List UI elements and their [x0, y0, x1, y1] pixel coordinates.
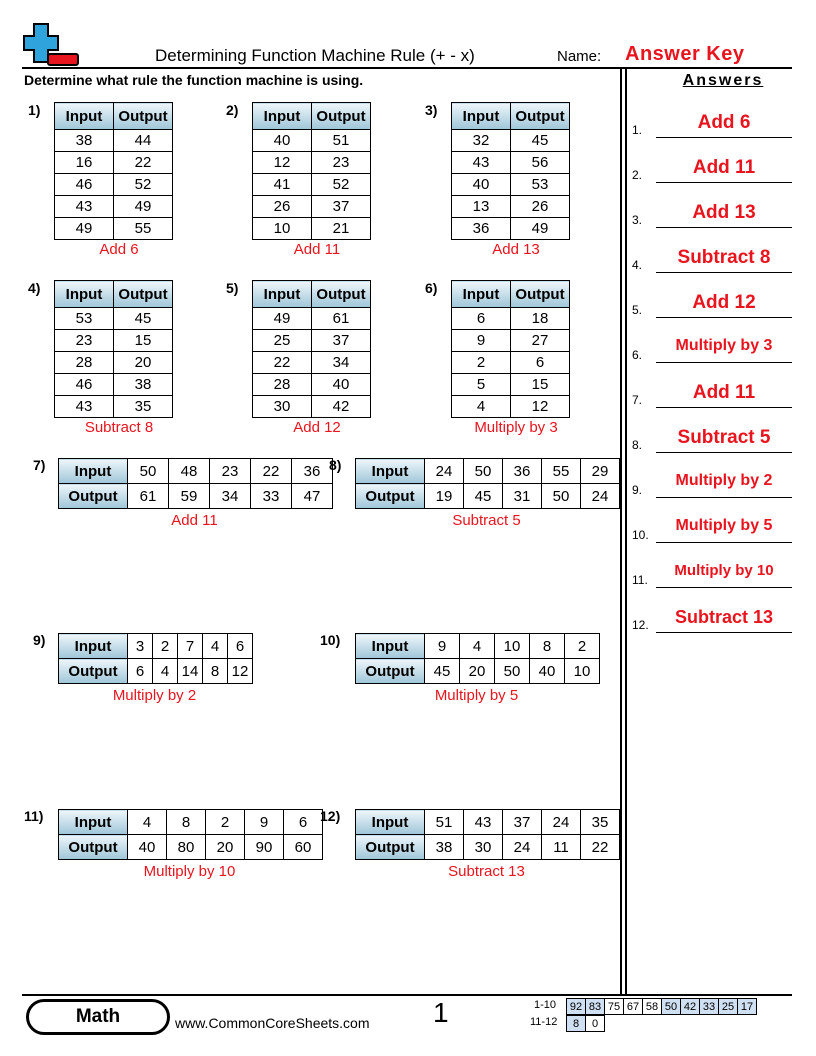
answer-value: Add 11 — [692, 157, 756, 178]
input-row — [59, 810, 323, 835]
answer-number: 9. — [632, 483, 643, 497]
problem-number: 9) — [33, 632, 46, 648]
table-row — [253, 308, 371, 330]
name-label: Name: — [557, 48, 602, 65]
column-divider-left — [620, 67, 622, 995]
output-cell: 34 — [312, 352, 371, 374]
function-table — [54, 280, 173, 418]
output-cell: 50 — [495, 659, 530, 684]
problem-number: 3) — [425, 102, 438, 118]
page-number: 1 — [433, 997, 449, 1028]
input-cell: 25 — [253, 330, 312, 352]
output-cell: 19 — [425, 484, 464, 509]
score-cell: 83 — [586, 999, 605, 1015]
output-row — [59, 659, 253, 684]
output-row — [356, 484, 620, 509]
function-table — [355, 809, 620, 860]
output-header: Output — [114, 281, 173, 308]
input-cell: 9 — [245, 810, 284, 835]
answer-value: Subtract 5 — [677, 427, 771, 448]
problem-number: 12) — [320, 808, 341, 824]
table-row — [55, 196, 173, 218]
answer-line — [656, 407, 792, 408]
header-divider — [22, 67, 792, 69]
problem-number: 8) — [329, 457, 342, 473]
input-cell: 36 — [452, 218, 511, 240]
output-cell: 37 — [312, 196, 371, 218]
input-cell: 12 — [253, 152, 312, 174]
output-cell: 56 — [511, 152, 570, 174]
input-cell: 16 — [55, 152, 114, 174]
input-cell: 8 — [530, 634, 565, 659]
output-row — [356, 835, 620, 860]
output-row — [59, 484, 333, 509]
rule-answer: Subtract 13 — [448, 863, 525, 880]
output-cell: 11 — [542, 835, 581, 860]
rule-answer: Add 11 — [293, 241, 341, 258]
input-header: Input — [59, 810, 128, 835]
table-row — [55, 352, 173, 374]
footer-divider — [22, 994, 792, 996]
output-cell: 53 — [511, 174, 570, 196]
input-cell: 2 — [452, 352, 511, 374]
table-row — [55, 152, 173, 174]
table-row — [253, 330, 371, 352]
answer-line — [656, 317, 792, 318]
output-cell: 27 — [511, 330, 570, 352]
answer-number: 2. — [632, 168, 643, 182]
input-header: Input — [55, 103, 114, 130]
score-row-label: 11-12 — [530, 1016, 558, 1028]
rule-answer: Multiply by 5 — [434, 687, 519, 704]
output-header: Output — [312, 281, 371, 308]
output-cell: 37 — [312, 330, 371, 352]
input-cell: 36 — [503, 459, 542, 484]
output-row — [59, 835, 323, 860]
input-cell: 22 — [253, 352, 312, 374]
answer-line — [656, 632, 792, 633]
output-cell: 8 — [203, 659, 228, 684]
input-row — [356, 634, 600, 659]
output-cell: 49 — [114, 196, 173, 218]
input-row — [59, 634, 253, 659]
output-row — [356, 659, 600, 684]
function-table — [252, 280, 371, 418]
input-cell: 49 — [253, 308, 312, 330]
output-cell: 21 — [312, 218, 371, 240]
rule-answer: Add 12 — [293, 419, 341, 436]
input-header: Input — [356, 634, 425, 659]
answer-line — [656, 137, 792, 138]
output-cell: 50 — [542, 484, 581, 509]
subject-badge: Math — [26, 999, 170, 1035]
score-cell: 17 — [738, 999, 757, 1015]
input-cell: 9 — [425, 634, 460, 659]
input-cell: 4 — [452, 396, 511, 418]
output-cell: 38 — [114, 374, 173, 396]
table-row — [452, 374, 570, 396]
output-cell: 80 — [167, 835, 206, 860]
input-cell: 10 — [495, 634, 530, 659]
output-cell: 42 — [312, 396, 371, 418]
output-cell: 60 — [284, 835, 323, 860]
input-cell: 46 — [55, 174, 114, 196]
output-header: Output — [511, 103, 570, 130]
answer-number: 12. — [632, 618, 649, 632]
answer-value: Add 12 — [692, 292, 756, 313]
output-cell: 15 — [114, 330, 173, 352]
table-row — [253, 130, 371, 152]
input-cell: 5 — [452, 374, 511, 396]
function-table — [54, 102, 173, 240]
table-row — [452, 308, 570, 330]
table-row — [55, 174, 173, 196]
input-cell: 2 — [153, 634, 178, 659]
output-cell: 24 — [503, 835, 542, 860]
rule-answer: Multiply by 10 — [143, 863, 236, 880]
answer-line — [656, 272, 792, 273]
input-cell: 3 — [128, 634, 153, 659]
answer-value: Multiply by 5 — [675, 517, 773, 534]
table-row — [55, 374, 173, 396]
output-header: Output — [59, 659, 128, 684]
function-table — [58, 633, 253, 684]
input-cell: 37 — [503, 810, 542, 835]
answer-value: Add 6 — [697, 112, 751, 133]
table-row — [452, 352, 570, 374]
input-cell: 28 — [55, 352, 114, 374]
input-cell: 51 — [425, 810, 464, 835]
rule-answer: Add 6 — [99, 241, 139, 258]
table-row — [55, 330, 173, 352]
output-header: Output — [59, 484, 128, 509]
score-cell: 75 — [605, 999, 624, 1015]
output-cell: 15 — [511, 374, 570, 396]
function-table — [355, 458, 620, 509]
input-header: Input — [55, 281, 114, 308]
rule-answer: Multiply by 3 — [474, 419, 558, 436]
input-header: Input — [452, 103, 511, 130]
rule-answer: Multiply by 2 — [112, 687, 197, 704]
answer-number: 5. — [632, 303, 643, 317]
input-cell: 40 — [253, 130, 312, 152]
answer-number: 3. — [632, 213, 643, 227]
output-cell: 59 — [169, 484, 210, 509]
problem-number: 4) — [28, 280, 41, 296]
output-cell: 6 — [128, 659, 153, 684]
input-cell: 55 — [542, 459, 581, 484]
output-cell: 90 — [245, 835, 284, 860]
input-header: Input — [253, 281, 312, 308]
input-cell: 38 — [55, 130, 114, 152]
rule-answer: Subtract 8 — [84, 419, 154, 436]
input-cell: 43 — [464, 810, 503, 835]
output-cell: 12 — [228, 659, 253, 684]
output-cell: 40 — [312, 374, 371, 396]
answer-number: 8. — [632, 438, 643, 452]
input-cell: 4 — [128, 810, 167, 835]
function-table — [252, 102, 371, 240]
table-row — [253, 196, 371, 218]
input-cell: 2 — [565, 634, 600, 659]
input-header: Input — [452, 281, 511, 308]
output-header: Output — [356, 659, 425, 684]
table-row — [253, 396, 371, 418]
output-cell: 38 — [425, 835, 464, 860]
input-row — [356, 810, 620, 835]
output-header: Output — [59, 835, 128, 860]
output-cell: 61 — [312, 308, 371, 330]
output-cell: 22 — [581, 835, 620, 860]
table-row — [55, 308, 173, 330]
output-cell: 26 — [511, 196, 570, 218]
problem-number: 6) — [425, 280, 438, 296]
output-cell: 52 — [114, 174, 173, 196]
input-cell: 50 — [128, 459, 169, 484]
output-header: Output — [356, 484, 425, 509]
score-cell: 25 — [719, 999, 738, 1015]
score-cell: 67 — [624, 999, 643, 1015]
score-cell: 8 — [567, 1016, 586, 1032]
answer-number: 6. — [632, 348, 643, 362]
answer-value: Multiply by 3 — [675, 337, 773, 354]
input-cell: 4 — [203, 634, 228, 659]
output-cell: 18 — [511, 308, 570, 330]
answer-value: Add 13 — [692, 202, 756, 223]
input-cell: 48 — [169, 459, 210, 484]
problem-number: 11) — [24, 808, 44, 824]
output-header: Output — [312, 103, 371, 130]
answer-number: 7. — [632, 393, 643, 407]
answer-value: Subtract 13 — [674, 607, 774, 627]
input-cell: 6 — [284, 810, 323, 835]
table-row — [55, 396, 173, 418]
output-cell: 33 — [251, 484, 292, 509]
input-cell: 26 — [253, 196, 312, 218]
answer-value: Add 11 — [692, 382, 756, 403]
input-header: Input — [59, 634, 128, 659]
input-row — [356, 459, 620, 484]
output-cell: 10 — [565, 659, 600, 684]
table-row — [452, 174, 570, 196]
rule-answer: Add 11 — [171, 512, 218, 529]
output-header: Output — [511, 281, 570, 308]
output-cell: 12 — [511, 396, 570, 418]
output-header: Output — [356, 835, 425, 860]
table-row — [253, 218, 371, 240]
output-cell: 23 — [312, 152, 371, 174]
answer-line — [656, 227, 792, 228]
function-table — [451, 280, 570, 418]
answer-line — [656, 452, 792, 453]
answer-line — [656, 587, 792, 588]
input-row — [59, 459, 333, 484]
input-cell: 7 — [178, 634, 203, 659]
problem-number: 5) — [226, 280, 239, 296]
input-cell: 23 — [55, 330, 114, 352]
function-table — [451, 102, 570, 240]
page-title: Determining Function Machine Rule (+ - x) — [155, 46, 475, 65]
input-cell: 4 — [460, 634, 495, 659]
problem-number: 1) — [28, 102, 41, 118]
score-row — [566, 998, 757, 1015]
input-cell: 24 — [542, 810, 581, 835]
input-cell: 50 — [464, 459, 503, 484]
score-cell: 92 — [567, 999, 586, 1015]
answer-value: Multiply by 10 — [674, 562, 774, 579]
table-row — [253, 174, 371, 196]
table-row — [55, 218, 173, 240]
function-table — [58, 458, 333, 509]
output-cell: 31 — [503, 484, 542, 509]
output-cell: 49 — [511, 218, 570, 240]
input-cell: 43 — [55, 196, 114, 218]
website-link[interactable]: www.CommonCoreSheets.com — [175, 1015, 370, 1031]
input-cell: 8 — [167, 810, 206, 835]
function-table — [58, 809, 323, 860]
input-cell: 41 — [253, 174, 312, 196]
output-header: Output — [114, 103, 173, 130]
answer-number: 4. — [632, 258, 643, 272]
score-cell: 58 — [643, 999, 662, 1015]
output-cell: 45 — [114, 308, 173, 330]
instructions: Determine what rule the function machine is using. — [24, 72, 364, 88]
score-cell: 50 — [662, 999, 681, 1015]
input-cell: 22 — [251, 459, 292, 484]
input-header: Input — [356, 810, 425, 835]
input-cell: 53 — [55, 308, 114, 330]
input-cell: 13 — [452, 196, 511, 218]
column-divider-right — [625, 67, 627, 995]
score-row — [566, 1015, 605, 1032]
function-table — [355, 633, 600, 684]
input-cell: 35 — [581, 810, 620, 835]
table-row — [253, 352, 371, 374]
output-cell: 55 — [114, 218, 173, 240]
output-cell: 22 — [114, 152, 173, 174]
rule-answer: Add 13 — [492, 241, 540, 258]
input-cell: 9 — [452, 330, 511, 352]
answer-line — [656, 362, 792, 363]
table-row — [253, 374, 371, 396]
answer-number: 11. — [632, 573, 648, 587]
table-row — [452, 130, 570, 152]
table-row — [452, 196, 570, 218]
score-cell: 33 — [700, 999, 719, 1015]
output-cell: 35 — [114, 396, 173, 418]
score-row-label: 1-10 — [534, 999, 557, 1011]
input-cell: 10 — [253, 218, 312, 240]
output-cell: 6 — [511, 352, 570, 374]
input-cell: 28 — [253, 374, 312, 396]
score-cell: 42 — [681, 999, 700, 1015]
answer-value: Subtract 8 — [677, 247, 771, 268]
output-cell: 24 — [581, 484, 620, 509]
input-cell: 6 — [228, 634, 253, 659]
output-cell: 45 — [425, 659, 460, 684]
output-cell: 40 — [128, 835, 167, 860]
input-header: Input — [253, 103, 312, 130]
output-cell: 14 — [178, 659, 203, 684]
input-cell: 36 — [292, 459, 333, 484]
input-cell: 43 — [452, 152, 511, 174]
output-cell: 52 — [312, 174, 371, 196]
input-cell: 29 — [581, 459, 620, 484]
output-cell: 45 — [511, 130, 570, 152]
input-cell: 24 — [425, 459, 464, 484]
input-cell: 32 — [452, 130, 511, 152]
answer-key-label: Answer Key — [625, 43, 745, 65]
input-cell: 23 — [210, 459, 251, 484]
table-row — [55, 130, 173, 152]
table-row — [452, 396, 570, 418]
table-row — [452, 330, 570, 352]
output-cell: 4 — [153, 659, 178, 684]
table-row — [452, 218, 570, 240]
output-cell: 20 — [460, 659, 495, 684]
input-header: Input — [356, 459, 425, 484]
output-cell: 44 — [114, 130, 173, 152]
input-cell: 46 — [55, 374, 114, 396]
problem-number: 2) — [226, 102, 239, 118]
output-cell: 61 — [128, 484, 169, 509]
input-cell: 43 — [55, 396, 114, 418]
output-cell: 40 — [530, 659, 565, 684]
input-cell: 30 — [253, 396, 312, 418]
output-cell: 34 — [210, 484, 251, 509]
output-cell: 20 — [206, 835, 245, 860]
answers-heading: Answers — [682, 72, 764, 89]
answer-number: 1. — [632, 123, 643, 137]
answer-value: Multiply by 2 — [675, 472, 773, 489]
input-cell: 40 — [452, 174, 511, 196]
problem-number: 7) — [33, 457, 46, 473]
rule-answer: Subtract 5 — [452, 512, 521, 529]
output-cell: 20 — [114, 352, 173, 374]
answer-line — [656, 497, 792, 498]
input-cell: 49 — [55, 218, 114, 240]
input-header: Input — [59, 459, 128, 484]
score-cell: 0 — [586, 1016, 605, 1032]
table-row — [452, 152, 570, 174]
input-cell: 2 — [206, 810, 245, 835]
input-cell: 6 — [452, 308, 511, 330]
answer-line — [656, 542, 792, 543]
output-cell: 45 — [464, 484, 503, 509]
answer-number: 10. — [632, 528, 649, 542]
output-cell: 47 — [292, 484, 333, 509]
logo-icon — [22, 22, 80, 68]
answer-line — [656, 182, 792, 183]
output-cell: 30 — [464, 835, 503, 860]
output-cell: 51 — [312, 130, 371, 152]
problem-number: 10) — [320, 632, 341, 648]
table-row — [253, 152, 371, 174]
